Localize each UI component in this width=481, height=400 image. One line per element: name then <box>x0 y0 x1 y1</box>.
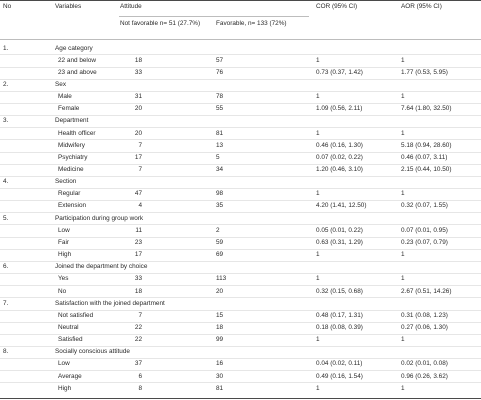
header-favorable: Favorable, n= 133 (72%) <box>216 20 287 27</box>
row-number: 2. <box>3 80 9 88</box>
row-variable: Not satisfied <box>58 311 94 319</box>
row-divider <box>0 164 481 165</box>
row-favorable: 20 <box>216 287 224 295</box>
row-variable: Extension <box>58 202 87 210</box>
header-aor: AOR (95% CI) <box>401 3 442 10</box>
row-favorable: 15 <box>216 311 224 319</box>
attitude-underline <box>119 16 309 17</box>
row-cor: 0.46 (0.16, 1.30) <box>316 141 363 149</box>
row-aor: 5.18 (0.94, 28.60) <box>401 141 452 149</box>
row-cor: 0.18 (0.08, 0.39) <box>316 323 363 331</box>
table-bottom-rule <box>0 398 481 399</box>
row-variable: Joined the department by choice <box>55 263 148 271</box>
row-cor: 0.04 (0.02, 0.11) <box>316 360 363 368</box>
row-aor: 0.31 (0.08, 1.23) <box>401 311 448 319</box>
row-cor: 1 <box>316 190 320 198</box>
row-not-favorable: 4 <box>138 202 142 210</box>
row-favorable: 78 <box>216 93 224 101</box>
row-cor: 1.20 (0.46, 3.10) <box>316 166 363 173</box>
header-attitude: Attitude <box>120 3 142 10</box>
row-not-favorable: 23 <box>134 238 142 246</box>
row-number: 6. <box>3 263 9 271</box>
row-favorable: 2 <box>216 226 220 234</box>
row-cor: 0.73 (0.37, 1.42) <box>316 68 363 76</box>
row-number: 8. <box>3 348 9 356</box>
row-not-favorable: 7 <box>138 311 142 319</box>
row-cor: 0.49 (0.16, 1.54) <box>316 372 363 380</box>
row-favorable: 35 <box>216 202 224 210</box>
row-variable: Satisfied <box>58 336 83 344</box>
header-variables: Variables <box>55 3 82 10</box>
row-divider <box>0 346 481 347</box>
row-divider <box>0 176 481 177</box>
row-variable: High <box>58 251 72 259</box>
row-not-favorable: 7 <box>138 166 142 173</box>
row-cor: 0.05 (0.01, 0.22) <box>316 226 363 234</box>
row-variable: High <box>58 384 72 392</box>
row-aor: 0.23 (0.07, 0.79) <box>401 238 448 246</box>
row-aor: 0.07 (0.01, 0.95) <box>401 226 448 234</box>
row-favorable: 16 <box>216 360 224 368</box>
row-aor: 1 <box>401 336 405 344</box>
row-divider <box>0 370 481 371</box>
row-not-favorable: 31 <box>134 93 142 101</box>
row-cor: 4.20 (1.41, 12.50) <box>316 202 367 210</box>
row-aor: 2.15 (0.44, 10.50) <box>401 166 452 173</box>
row-variable: Male <box>58 93 72 101</box>
header-cor: COR (95% CI) <box>316 3 358 10</box>
row-cor: 1 <box>316 129 320 137</box>
row-divider <box>0 212 481 213</box>
row-cor: 0.48 (0.17, 1.31) <box>316 311 363 319</box>
row-favorable: 81 <box>216 129 224 137</box>
row-aor: 1 <box>401 275 405 283</box>
header-not-favorable: Not favorable n= 51 (27.7%) <box>120 20 201 27</box>
row-not-favorable: 22 <box>134 323 142 331</box>
row-favorable: 99 <box>216 336 224 344</box>
row-not-favorable: 17 <box>134 153 142 161</box>
row-divider <box>0 188 481 189</box>
row-number: 5. <box>3 214 9 222</box>
row-not-favorable: 18 <box>134 287 142 295</box>
row-number: 3. <box>3 117 9 125</box>
row-variable: Psychiatry <box>58 153 88 161</box>
row-aor: 0.46 (0.07, 3.11) <box>401 153 448 161</box>
row-divider <box>0 79 481 80</box>
row-not-favorable: 22 <box>134 336 142 344</box>
row-variable: 22 and below <box>58 56 97 64</box>
row-variable: Department <box>55 117 89 125</box>
row-favorable: 18 <box>216 323 224 331</box>
row-divider <box>0 273 481 274</box>
row-aor: 7.64 (1.80, 32.50) <box>401 105 452 113</box>
row-divider <box>0 285 481 286</box>
row-divider <box>0 152 481 153</box>
row-aor: 0.27 (0.06, 1.30) <box>401 323 448 331</box>
row-not-favorable: 6 <box>138 372 142 380</box>
row-divider <box>0 54 481 55</box>
row-aor: 1 <box>401 93 405 101</box>
row-favorable: 81 <box>216 384 224 392</box>
row-favorable: 55 <box>216 105 224 113</box>
row-number: 4. <box>3 178 9 186</box>
row-number: 1. <box>3 44 9 52</box>
row-cor: 1 <box>316 56 320 64</box>
row-cor: 0.07 (0.02, 0.22) <box>316 153 363 161</box>
row-favorable: 59 <box>216 238 224 246</box>
row-divider <box>0 91 481 92</box>
row-not-favorable: 33 <box>134 275 142 283</box>
row-variable: Section <box>55 178 77 186</box>
row-aor: 1 <box>401 384 405 392</box>
header-bottom-rule <box>0 39 481 40</box>
row-not-favorable: 33 <box>134 68 142 76</box>
row-divider <box>0 334 481 335</box>
row-cor: 0.63 (0.31, 1.29) <box>316 238 363 246</box>
row-variable: Socially conscious attitude <box>55 348 130 356</box>
row-favorable: 98 <box>216 190 224 198</box>
row-aor: 1 <box>401 190 405 198</box>
row-favorable: 30 <box>216 372 224 380</box>
row-favorable: 69 <box>216 251 224 259</box>
row-variable: Neutral <box>58 323 79 331</box>
row-favorable: 5 <box>216 153 220 161</box>
row-divider <box>0 103 481 104</box>
row-variable: Sex <box>55 80 67 88</box>
row-aor: 1.77 (0.53, 5.95) <box>401 68 448 76</box>
row-cor: 1 <box>316 93 320 101</box>
row-divider <box>0 67 481 68</box>
row-cor: 1 <box>316 384 320 392</box>
row-cor: 1 <box>316 275 320 283</box>
row-variable: Fair <box>58 238 70 246</box>
row-variable: Female <box>58 105 80 113</box>
row-divider <box>0 200 481 201</box>
row-favorable: 76 <box>216 68 224 76</box>
row-favorable: 13 <box>216 141 224 149</box>
row-variable: Health officer <box>58 129 96 137</box>
row-divider <box>0 382 481 383</box>
row-variable: Regular <box>58 190 81 198</box>
row-divider <box>0 127 481 128</box>
row-variable: Average <box>58 372 82 380</box>
row-not-favorable: 7 <box>138 141 142 149</box>
row-variable: Medicine <box>58 166 84 173</box>
row-not-favorable: 18 <box>134 56 142 64</box>
row-cor: 1 <box>316 251 320 259</box>
row-variable: No <box>58 287 67 295</box>
row-not-favorable: 20 <box>134 105 142 113</box>
row-divider <box>0 249 481 250</box>
row-aor: 1 <box>401 129 405 137</box>
row-number: 7. <box>3 299 9 307</box>
row-variable: Participation during group work <box>55 214 144 222</box>
row-variable: Low <box>58 226 70 234</box>
row-cor: 1.09 (0.56, 2.11) <box>316 105 363 113</box>
row-divider <box>0 310 481 311</box>
row-aor: 0.32 (0.07, 1.55) <box>401 202 448 210</box>
row-divider <box>0 224 481 225</box>
row-divider <box>0 358 481 359</box>
row-variable: Age category <box>55 44 93 52</box>
row-not-favorable: 11 <box>135 226 142 234</box>
row-variable: Satisfaction with the joined department <box>55 299 165 307</box>
row-cor: 1 <box>316 336 320 344</box>
row-not-favorable: 37 <box>134 360 142 368</box>
table-top-rule <box>0 0 481 1</box>
row-favorable: 34 <box>216 166 224 173</box>
header-no: No <box>3 3 12 10</box>
row-divider <box>0 115 481 116</box>
row-divider <box>0 297 481 298</box>
row-aor: 0.02 (0.01, 0.08) <box>401 360 448 368</box>
row-aor: 2.67 (0.51, 14.26) <box>401 287 452 295</box>
row-variable: Yes <box>58 275 69 283</box>
row-divider <box>0 261 481 262</box>
row-not-favorable: 8 <box>138 384 142 392</box>
row-not-favorable: 20 <box>134 129 142 137</box>
row-variable: Midwifery <box>58 141 85 149</box>
row-divider <box>0 139 481 140</box>
row-variable: 23 and above <box>58 68 97 76</box>
row-aor: 0.96 (0.26, 3.62) <box>401 372 448 380</box>
row-favorable: 113 <box>216 275 227 283</box>
row-aor: 1 <box>401 251 405 259</box>
row-cor: 0.32 (0.15, 0.68) <box>316 287 363 295</box>
row-not-favorable: 17 <box>134 251 142 259</box>
row-variable: Low <box>58 360 70 368</box>
row-divider <box>0 237 481 238</box>
row-not-favorable: 47 <box>134 190 142 198</box>
row-favorable: 57 <box>216 56 224 64</box>
row-aor: 1 <box>401 56 405 64</box>
row-divider <box>0 322 481 323</box>
